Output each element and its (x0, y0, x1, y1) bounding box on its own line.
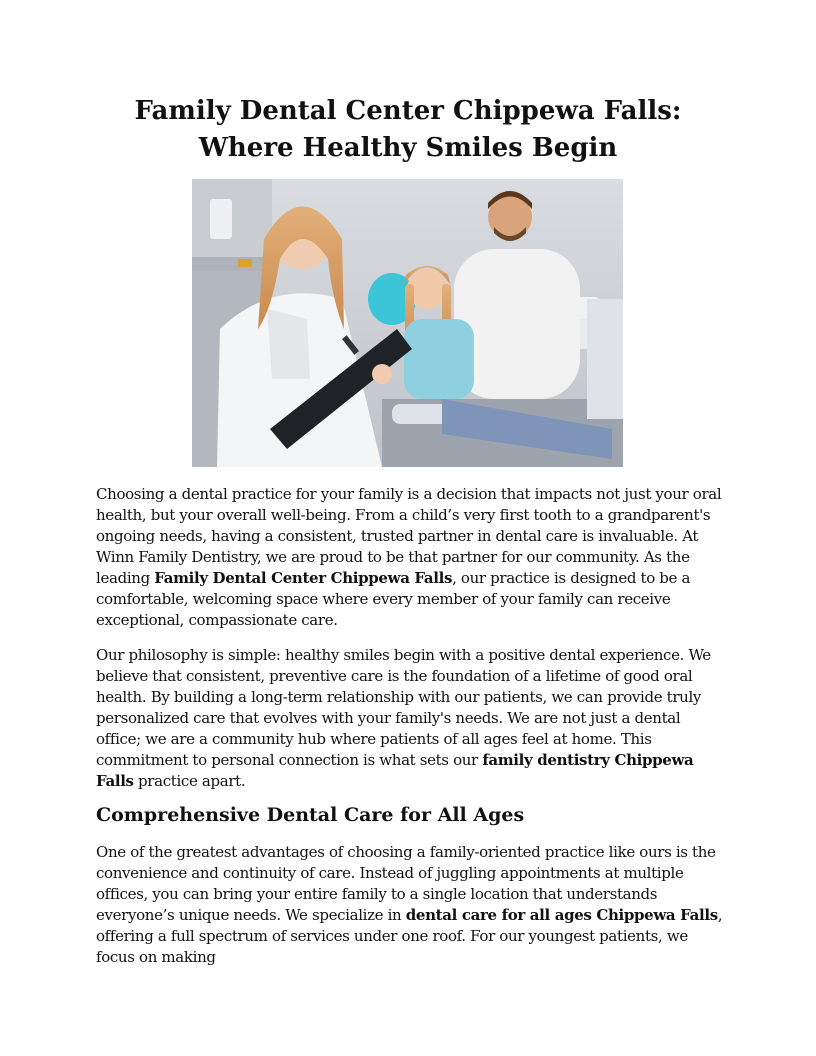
philosophy-text: Our philosophy is simple: healthy smiles begin with a positive dental experience. We believe that consistent, preventive care is the foundation of a lifetime of good oral health. By building a long-term relationship with our patients, we can provide truly personalized care that evolves with your family's needs. We are not just a dental office; we are a community hub where patients of all ages feel at home. This commitment to personal connection is what sets our (96, 646, 711, 769)
page-title: Family Dental Center Chippewa Falls: Where Healthy Smiles Begin (134, 96, 682, 163)
intro-paragraph (96, 484, 726, 631)
section-heading: Comprehensive Dental Care for All Ages (96, 804, 525, 826)
philosophy-keyword: family dentistry Chippewa Falls (96, 751, 694, 790)
dental-visit-photo (192, 179, 623, 467)
care-keyword: dental care for all ages Chippewa Falls (405, 906, 718, 924)
intro-text-end: , our practice is designed to be a comfortable, welcoming space where every member of your family can receive exceptional, compassionate care. (96, 569, 691, 629)
care-text: One of the greatest advantages of choosing a family-oriented practice like ours is the convenience and continuity of care. Instead of juggling appointments at multiple offices, you can bring your entire family to a single location that understands everyone’s unique needs. We specialize in (96, 843, 716, 924)
philosophy-text-end: practice apart. (133, 772, 246, 790)
care-text-end: , offering a full spectrum of services under one roof. For our youngest patients, we focus on making (96, 906, 723, 966)
hero-photo (192, 179, 623, 467)
intro-keyword: Family Dental Center Chippewa Falls (154, 569, 453, 587)
care-paragraph (96, 842, 726, 968)
intro-text: Choosing a dental practice for your family is a decision that impacts not just your oral health, but your overall well-being. From a child’s very first tooth to a grandparent's ongoing needs, having a consistent, trusted partner in dental care is invaluable. At Winn Family Dentistry, we are proud to be that partner for our community. As the leading (96, 485, 722, 587)
philosophy-paragraph (96, 645, 726, 792)
